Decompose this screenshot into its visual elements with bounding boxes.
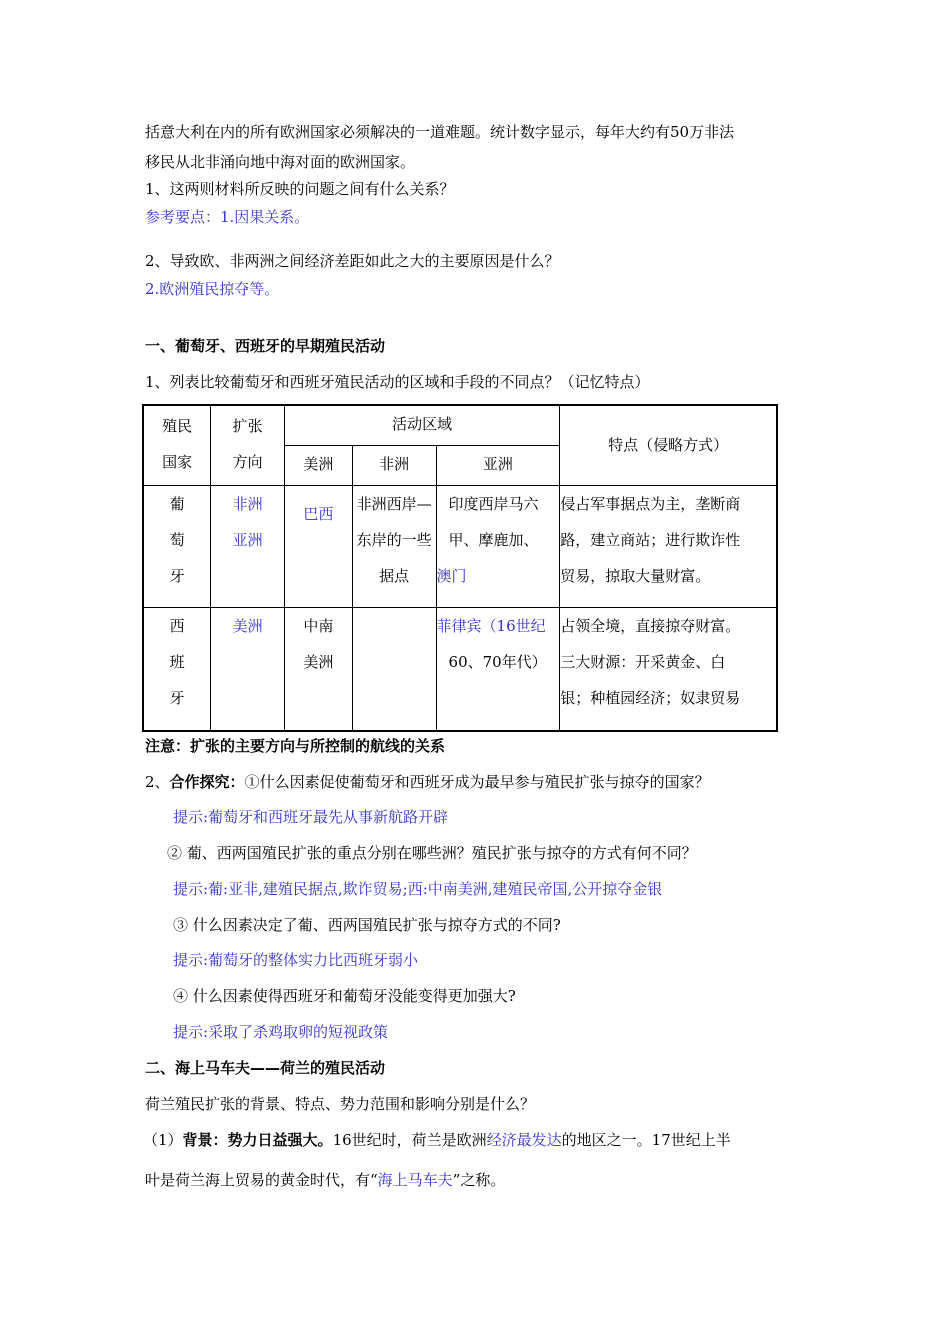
america-portugal: 巴西 [285,485,353,607]
coop-question-3: ③ 什么因素决定了葡、西两国殖民扩张与掠夺方式的不同? [173,916,561,934]
header-america: 美洲 [285,445,353,485]
coop-question-4: ④ 什么因素使得西班牙和葡萄牙没能变得更加强大? [173,987,516,1005]
intro-line-2: 移民从北非涌向地中海对面的欧洲国家。 [145,153,416,171]
asia-portugal: 印度西岸马六 甲、摩鹿加、 澳门 [436,485,560,607]
country-spain: 西 班 牙 [143,607,211,731]
direction-portugal: 非洲 亚洲 [211,485,285,607]
comparison-table [142,404,778,732]
section-1-task: 1、列表比较葡萄牙和西班牙殖民活动的区域和手段的不同点？（记忆特点） [145,373,650,391]
coop-question-1: 2、合作探究：①什么因素促使葡萄牙和西班牙成为最早参与殖民扩张与掠夺的国家？ [145,773,710,791]
section-2-question: 荷兰殖民扩张的背景、特点、势力范围和影响分别是什么？ [145,1095,536,1113]
section-1-heading: 一、葡萄牙、西班牙的早期殖民活动 [145,337,386,355]
background-line-1: （1）背景：势力日益强大。16世纪时，荷兰是欧洲经济最发达的地区之一。17世纪上半 [143,1131,731,1149]
header-direction: 扩张 方向 [211,405,285,485]
answer-1: 参考要点：1.因果关系。 [145,208,310,226]
question-1: 1、这两则材料所反映的问题之间有什么关系？ [145,180,455,198]
header-region: 活动区域 [285,405,560,445]
table-row-portugal [143,485,777,607]
america-spain: 中南 美洲 [285,607,353,731]
features-portugal: 侵占军事据点为主，垄断商 路，建立商站；进行欺诈性 贸易，掠取大量财富。 [560,485,777,607]
intro-line-1: 括意大利在内的所有欧洲国家必须解决的一道难题。统计数字显示，每年大约有50万非法 [145,123,735,141]
coop-answer-2: 提示:葡:亚非,建殖民据点,欺诈贸易;西:中南美洲,建殖民帝国,公开掠夺金银 [173,880,663,898]
africa-portugal: 非洲西岸— 东岸的一些 据点 [352,485,436,607]
coop-question-2: ② 葡、西两国殖民扩张的重点分别在哪些洲？殖民扩张与掠夺的方式有何不同？ [167,844,697,862]
header-africa: 非洲 [352,445,436,485]
note: 注意：扩张的主要方向与所控制的航线的关系 [145,737,446,755]
coop-answer-3: 提示:葡萄牙的整体实力比西班牙弱小 [173,951,419,969]
background-line-2: 叶是荷兰海上贸易的黄金时代，有“海上马车夫”之称。 [145,1171,506,1189]
country-portugal: 葡 萄 牙 [143,485,211,607]
coop-answer-1: 提示:葡萄牙和西班牙最先从事新航路开辟 [173,808,449,826]
features-spain: 占领全境，直接掠夺财富。 三大财源：开采黄金、白 银；种植园经济；奴隶贸易 [560,607,777,731]
answer-2: 2.欧洲殖民掠夺等。 [145,280,280,298]
header-asia: 亚洲 [436,445,560,485]
table-row-spain [143,607,777,731]
header-country: 殖民 国家 [143,405,211,485]
africa-spain [352,607,436,731]
direction-spain: 美洲 [211,607,285,731]
asia-spain: 菲律宾（16世纪 60、70年代） [436,607,560,731]
question-2: 2、导致欧、非两洲之间经济差距如此之大的主要原因是什么？ [145,252,560,270]
header-features: 特点（侵略方式） [560,405,777,485]
section-2-heading: 二、海上马车夫——荷兰的殖民活动 [145,1059,386,1077]
coop-answer-4: 提示:采取了杀鸡取卵的短视政策 [173,1023,389,1041]
